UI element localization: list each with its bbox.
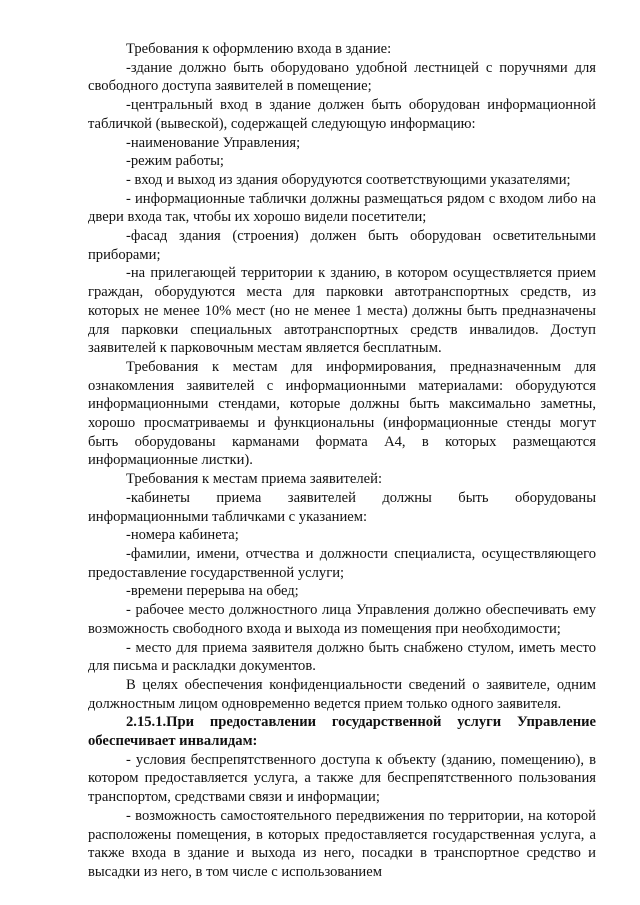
paragraph-information-places: Требования к местам для информирования, предназначенным для ознакомления заявителей с информационными материалами: оборудуются информационными стендами, которые должны быть максимально заметны, хорошо просматриваемы и функциональны (информационные стенды могут быть оборудованы карманами формата А4, в которых размещаются информационные листки). [88, 358, 596, 469]
paragraph-confidentiality: В целях обеспечения конфиденциальности сведений о заявителе, одним должностным лицом одновременно ведется прием только одного заявителя. [88, 676, 596, 712]
paragraph-reception-seat: - место для приема заявителя должно быть снабжено стулом, иметь место для письма и раскладки документов. [88, 639, 596, 675]
paragraph-workplace: - рабочее место должностного лица Управления должно обеспечивать ему возможность свободного входа и выхода из помещения при необходимости; [88, 602, 596, 637]
paragraph-barrier-free-access: - условия беспрепятственного доступа к объекту (зданию, помещению), в котором предоставляется услуга, а также для беспрепятственного пользования транспортом, средствами связи и информации; [88, 751, 596, 806]
paragraph-working-hours: -режим работы; [126, 153, 224, 170]
paragraph-office-number: -номера кабинета; [126, 527, 239, 544]
paragraph-reception-places: Требования к местам приема заявителей: [126, 471, 383, 488]
paragraph-lunch-break: -времени перерыва на обед; [126, 583, 299, 600]
paragraph-parking: -на прилегающей территории к зданию, в котором осуществляется прием граждан, оборудуются места для парковки автотранспортных средств, из которых не менее 10% мест (но не менее 1 места) должны быть предназначены для парковки специальных автотранспортных средств инвалидов. Доступ заявителей к парковочным местам является бесплатным. [88, 265, 596, 357]
paragraph-independent-movement: - возможность самостоятельного передвижения по территории, на которой расположены помещения, в которых предоставляется государственная услуга, а также входа в здание и выхода из него, посадки в транспортное средство и высадки из него, в том числе с использованием [88, 807, 596, 880]
document-body [88, 40, 596, 882]
paragraph-facade-lighting: -фасад здания (строения) должен быть оборудован осветительными приборами; [88, 228, 596, 263]
section-heading-2-15-1: 2.15.1.При предоставлении государственной услуги Управление обеспечивает инвалидам: [88, 714, 596, 750]
paragraph-office-plates: -кабинеты приема заявителей должны быть оборудованы информационными табличками с указанием: [88, 489, 596, 525]
paragraph-central-entrance-sign: -центральный вход в здание должен быть оборудован информационной табличкой (вывеской), содержащей следующую информацию: [88, 97, 596, 132]
paragraph-department-name: -наименование Управления; [126, 134, 301, 151]
paragraph-entrance-requirements: Требования к оформлению входа в здание: [126, 41, 392, 57]
paragraph-info-plates: - информационные таблички должны размещаться рядом с входом либо на двери входа так, чтобы их хорошо видели посетители; [88, 190, 596, 226]
paragraph-stairs-handrails: -здание должно быть оборудовано удобной лестницей с поручнями для свободного доступа заявителей в помещение; [88, 59, 596, 95]
paragraph-specialist-name: -фамилии, имени, отчества и должности специалиста, осуществляющего предоставление государственной услуги; [88, 545, 596, 581]
paragraph-entrance-exit-signs: - вход и выход из здания оборудуются соответствующими указателями; [126, 171, 571, 188]
